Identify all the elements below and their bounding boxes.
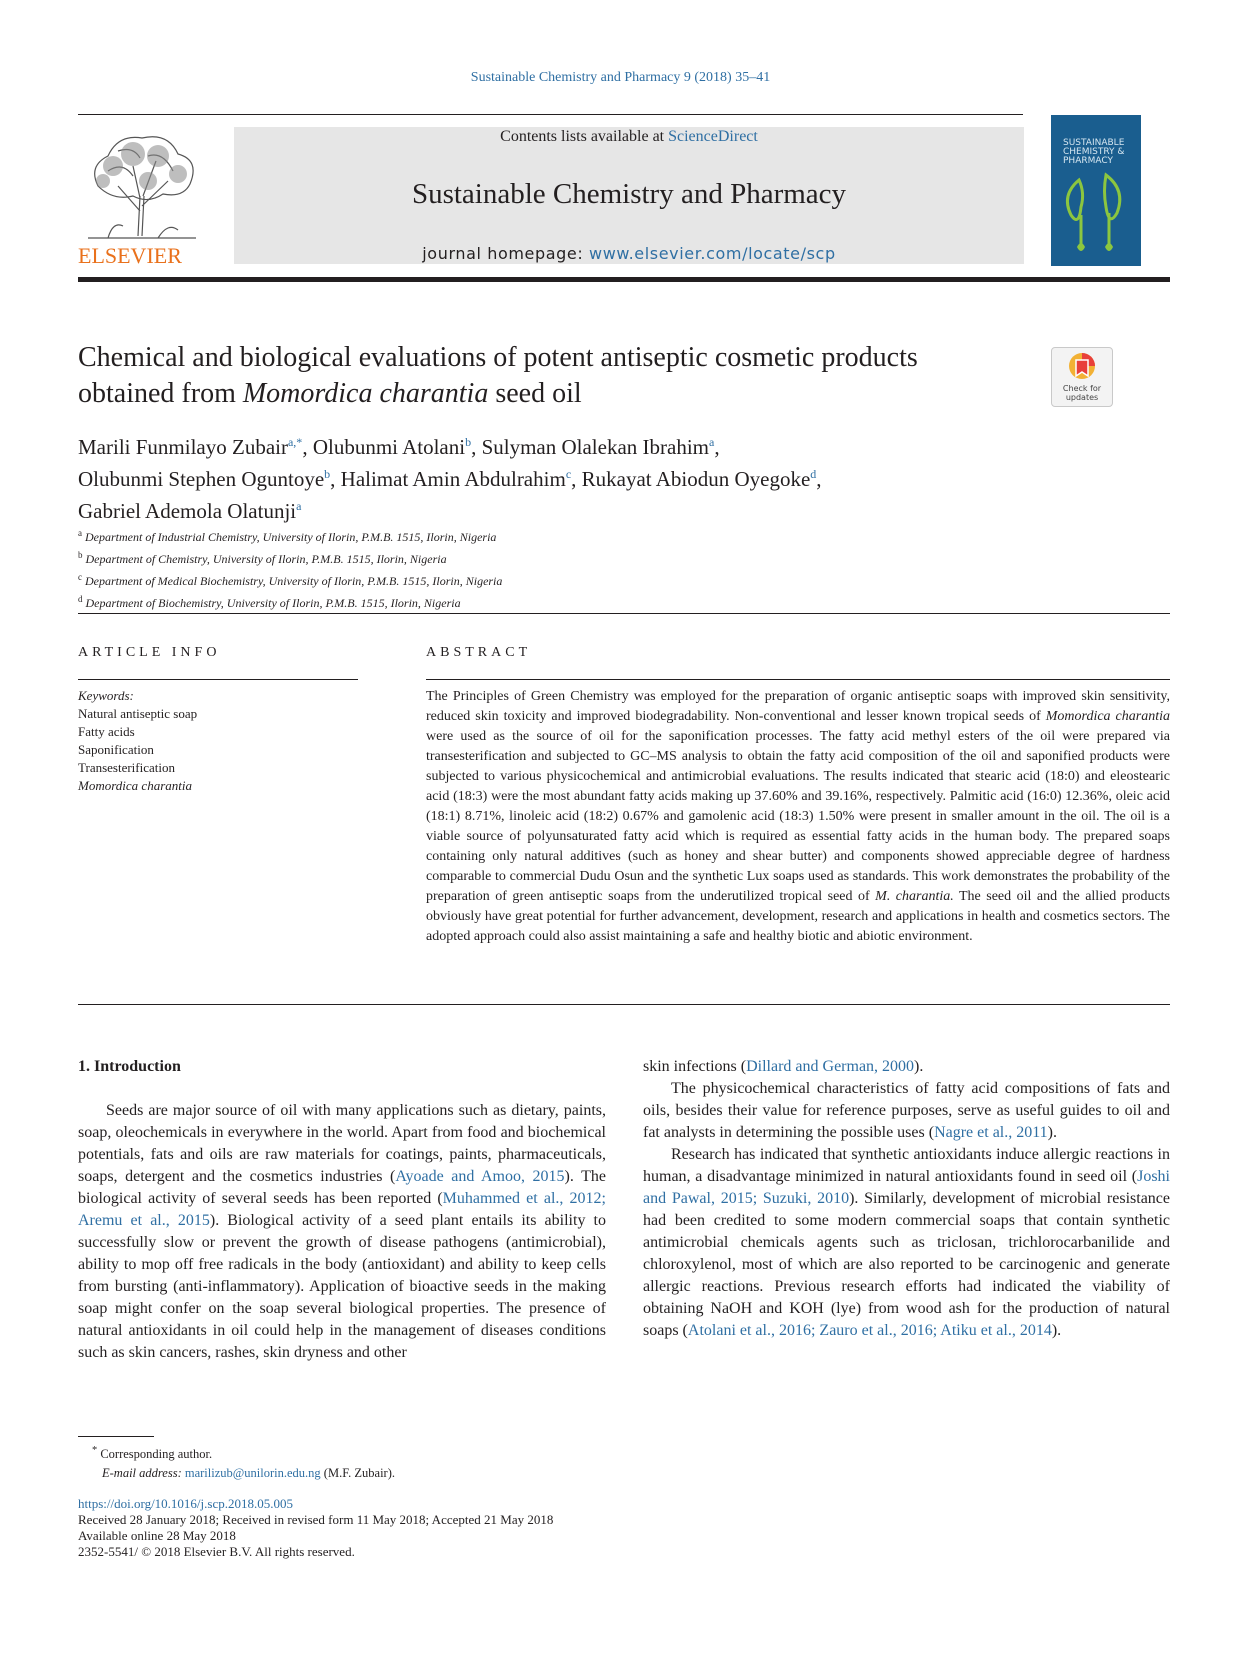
- elsevier-logo: [78, 126, 206, 268]
- email-link[interactable]: marilizub@unilorin.edu.ng: [184, 1466, 321, 1481]
- title-line-2: [78, 376, 1038, 412]
- cover-title: SUSTAINABLE CHEMISTRY & PHARMACY: [1063, 138, 1125, 166]
- front-matter: [78, 1496, 878, 1560]
- citation-link[interactable]: Ayoade and Amoo, 2015: [395, 1168, 565, 1185]
- check-updates-icon: [1052, 348, 1112, 388]
- email-suffix: (M.F. Zubair).: [320, 1466, 396, 1481]
- contents-prefix: Contents lists available at: [500, 128, 669, 145]
- doi-link[interactable]: https://doi.org/10.1016/j.scp.2018.05.005: [78, 1496, 293, 1511]
- elsevier-tree-icon: [78, 126, 206, 268]
- journal-cover-image: [1051, 115, 1141, 266]
- available-online: Available online 28 May 2018: [78, 1528, 236, 1543]
- keyword: Natural antiseptic soap: [78, 706, 198, 721]
- title-suffix: seed oil: [488, 378, 582, 409]
- body-column-left: [78, 1056, 606, 1364]
- affiliation-list: [78, 524, 878, 612]
- copyright: 2352-5541/ © 2018 Elsevier B.V. All rights reserved.: [78, 1544, 355, 1559]
- email-label: E-mail address:: [102, 1466, 185, 1481]
- footnote-rule: [78, 1436, 154, 1437]
- journal-homepage-link[interactable]: www.elsevier.com/locate/scp: [589, 244, 836, 263]
- article-title: [78, 340, 1038, 412]
- keyword: Transesterification: [78, 760, 175, 775]
- journal-homepage-line: [234, 244, 1024, 263]
- abstract-rule: [426, 679, 1170, 680]
- author[interactable]: Olubunmi Stephen Oguntoye$^b$: [78, 467, 331, 491]
- header-thick-rule: [78, 277, 1170, 282]
- contents-available-line: [234, 128, 1024, 146]
- homepage-prefix: journal homepage:: [422, 244, 590, 263]
- sciencedirect-link[interactable]: ScienceDirect: [668, 128, 758, 145]
- author[interactable]: Rukayat Abiodun Oyegoke$^d$: [581, 467, 817, 491]
- affiliation-rule: [78, 613, 1170, 614]
- abstract-end-rule: [78, 1004, 1170, 1005]
- journal-citation-link[interactable]: Sustainable Chemistry and Pharmacy 9 (2018) 35–41: [470, 70, 771, 85]
- author[interactable]: Halimat Amin Abdulrahim$^c$: [340, 467, 572, 491]
- author[interactable]: Gabriel Ademola Olatunji$^a$: [78, 499, 302, 523]
- citation-link[interactable]: Atolani et al., 2016; Zauro et al., 2016; Atiku et al., 2014: [687, 1322, 1052, 1339]
- check-for-updates-button[interactable]: [1051, 347, 1113, 407]
- footnote-marker: *: [92, 1445, 98, 1456]
- author[interactable]: Sulyman Olalekan Ibrahim$^a$: [481, 435, 715, 459]
- section-heading-introduction: 1. Introduction: [78, 1058, 181, 1075]
- article-info-heading: ARTICLE INFO: [78, 645, 221, 660]
- body-column-right: [643, 1056, 1170, 1342]
- citation-link[interactable]: Joshi and Pawal, 2015; Suzuki, 2010: [643, 1168, 1170, 1207]
- elsevier-wordmark: ELSEVIER: [78, 243, 182, 268]
- affiliation: $^c$ Department of Medical Biochemistry, University of Ilorin, P.M.B. 1515, Ilorin, Nigeria: [78, 572, 503, 588]
- intro-paragraph-2: The physicochemical characteristics of fatty acid compositions of fats and oils, besides their value for reference purposes, serve as useful guides to oil and fat analysts in determining the possible uses (Nagre et al., 2011).: [643, 1080, 1170, 1141]
- received-dates: Received 28 January 2018; Received in revised form 11 May 2018; Accepted 21 May 2018: [78, 1512, 554, 1527]
- citation-link[interactable]: Muhammed et al., 2012; Aremu et al., 2015: [78, 1190, 606, 1229]
- author[interactable]: Marili Funmilayo Zubair$^{a,*}$: [78, 435, 303, 459]
- abstract-heading: ABSTRACT: [426, 645, 532, 660]
- title-prefix: obtained from: [78, 378, 243, 409]
- citation-link[interactable]: Nagre et al., 2011: [934, 1124, 1048, 1141]
- header-rule: [78, 114, 1023, 115]
- abstract-body: The Principles of Green Chemistry was employed for the preparation of organic antiseptic soaps with improved skin sensitivity, reduced skin toxicity and improved biodegradability. Non-conventional and lesser known tropical seeds of Momordica charantia were used as the source of oil for the saponification processes. The fatty acid methyl esters of the oil were prepared via transesterification and subjected to GC–MS analysis to obtain the fatty acid composition of the oil and saponified products were subjected to various physicochemical and antimicrobial evaluations. The results indicated that stearic acid (18:0) and eleostearic acid (18:3) were the most abundant fatty acids making up 37.60% and 39.16%, respectively. Palmitic acid (16:0) 12.36%, oleic acid (18:1) 8.71%, linoleic acid (18:2) 0.67% and gamolenic acid (18:3) 1.50% were present in smaller amount in the oil. The oil is a viable source of polyunsaturated fatty acid which is required as essential fatty acids in the human body. The prepared soaps containing only natural additives (such as honey and shear butter) and components showed appreciable degree of hardness comparable to commercial Dudu Osun and the synthetic Lux soaps used as standards. This work demonstrates the probability of the preparation of green antiseptic soaps from the underutilized tropical seed of M. charantia. The seed oil and the allied products obviously have great potential for further advancement, development, research and applications in health and cosmetics sectors. The adopted approach could also assist maintaining a safe and healthy biotic and abiotic environment.: [426, 689, 1171, 944]
- affiliation: $^b$ Department of Chemistry, University of Ilorin, P.M.B. 1515, Ilorin, Nigeria: [78, 550, 447, 566]
- check-updates-label: Check for updates: [1062, 384, 1102, 402]
- footnote: [78, 1441, 778, 1483]
- affiliation: $^a$ Department of Industrial Chemistry, University of Ilorin, P.M.B. 1515, Ilorin, Nigeria: [78, 528, 497, 544]
- keywords-block: [78, 687, 358, 795]
- article-info-rule: [78, 679, 358, 680]
- cover-leaf-icon: [1051, 115, 1141, 266]
- author[interactable]: Olubunmi Atolani$^b$: [312, 435, 472, 459]
- affiliation: $^d$ Department of Biochemistry, University of Ilorin, P.M.B. 1515, Ilorin, Nigeria: [78, 594, 461, 610]
- keyword: Momordica charantia: [78, 778, 192, 793]
- intro-paragraph-1: Seeds are major source of oil with many applications such as dietary, paints, soap, oleochemicals in everywhere in the world. Apart from food and biochemical potentials, fats and oils are raw materials for coatings, paints, pharmaceuticals, soaps, detergent and the cosmetics industries (Ayoade and Amoo, 2015). The biological activity of several seeds has been reported (Muhammed et al., 2012; Aremu et al., 2015). Biological activity of a seed plant entails its ability to successfully slow or prevent the growth of disease pathogens (antimicrobial), ability to mop off free radicals in the body (antioxidant) and ability to keep cells from bursting (anti-inflammatory). Application of bioactive seeds in the making soap might confer on the soap several biological properties. The presence of natural antioxidants in oil could help in the management of diseases conditions such as skin cancers, rashes, skin dryness and other: [78, 1102, 606, 1361]
- intro-paragraph-3: Research has indicated that synthetic antioxidants induce allergic reactions in human, a disadvantage minimized in natural antioxidants found in seed oil (Joshi and Pawal, 2015; Suzuki, 2010). Similarly, development of microbial resistance had been credited to some modern commercial soaps that contain synthetic antimicrobial chemicals agents such as triclosan, trichlorocarbanilide and chloroxylenol, most of which are also reported to be carcinogenic and generate allergic reactions. Previous research efforts had indicated the viability of obtaining NaOH and KOH (lye) from wood ash for the production of natural soaps (Atolani et al., 2016; Zauro et al., 2016; Atiku et al., 2014).: [643, 1146, 1171, 1339]
- citation-link[interactable]: Dillard and German, 2000: [746, 1058, 915, 1075]
- author-list: Marili Funmilayo Zubair$^{a,*}$, Olubunmi Atolani$^b$, Sulyman Olalekan Ibrahim$^a$, Olubunmi Stephen Oguntoye$^b$, Halimat Amin Abdulrahim$^c$, Rukayat Abiodun Oyegoke$^d$, Gabriel Ademola Olatunji$^a$: [78, 435, 822, 523]
- corresponding-author-note: Corresponding author.: [100, 1447, 213, 1462]
- intro-paragraph-1-continued: skin infections (Dillard and German, 2000).: [643, 1058, 924, 1075]
- journal-name: Sustainable Chemistry and Pharmacy: [411, 178, 847, 210]
- keywords-label: Keywords:: [78, 688, 134, 703]
- keyword: Saponification: [78, 742, 154, 757]
- keyword: Fatty acids: [78, 724, 135, 739]
- title-species: Momordica charantia: [242, 378, 489, 409]
- title-line-1: Chemical and biological evaluations of potent antiseptic cosmetic products: [78, 342, 918, 373]
